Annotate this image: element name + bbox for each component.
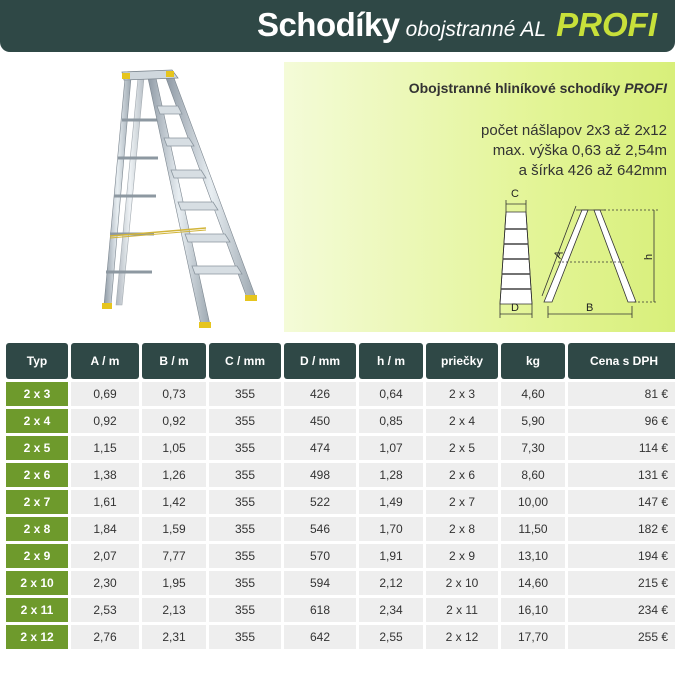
label-h: h [643, 253, 655, 260]
cell-d: 498 [284, 463, 356, 487]
cell-a: 1,15 [71, 436, 139, 460]
cell-kg: 16,10 [501, 598, 565, 622]
cell-kg: 17,70 [501, 625, 565, 649]
table-row [6, 625, 675, 649]
cell-typ: 2 x 3 [6, 382, 68, 406]
info-title-text: Obojstranné hliníkové schodíky [408, 80, 621, 96]
cell-typ: 2 x 11 [6, 598, 68, 622]
cell-b: 0,73 [142, 382, 206, 406]
cell-a: 1,61 [71, 490, 139, 514]
cell-h: 1,07 [359, 436, 423, 460]
cell-price: 182 € [568, 517, 675, 541]
col-header-typ: Typ [6, 343, 68, 379]
cell-price: 215 € [568, 571, 675, 595]
cell-d: 594 [284, 571, 356, 595]
cell-a: 2,76 [71, 625, 139, 649]
cell-rungs: 2 x 8 [426, 517, 498, 541]
cell-c: 355 [209, 409, 281, 433]
specs-table [3, 340, 675, 652]
cell-h: 1,91 [359, 544, 423, 568]
cell-a: 1,38 [71, 463, 139, 487]
cell-price: 114 € [568, 436, 675, 460]
cell-kg: 13,10 [501, 544, 565, 568]
cell-a: 1,84 [71, 517, 139, 541]
label-b: B [586, 302, 594, 314]
cell-b: 1,26 [142, 463, 206, 487]
label-d: D [511, 302, 519, 314]
cell-b: 7,77 [142, 544, 206, 568]
label-c: C [511, 188, 519, 200]
cell-a: 2,07 [71, 544, 139, 568]
table-row [6, 490, 675, 514]
cell-h: 1,70 [359, 517, 423, 541]
cell-h: 2,34 [359, 598, 423, 622]
cell-h: 0,64 [359, 382, 423, 406]
table-row [6, 436, 675, 460]
table-header-row [6, 343, 675, 379]
cell-rungs: 2 x 6 [426, 463, 498, 487]
cell-d: 522 [284, 490, 356, 514]
cell-kg: 4,60 [501, 382, 565, 406]
table-row [6, 598, 675, 622]
col-header-d: D / mm [284, 343, 356, 379]
cell-a: 2,30 [71, 571, 139, 595]
cell-b: 1,05 [142, 436, 206, 460]
cell-price: 81 € [568, 382, 675, 406]
cell-rungs: 2 x 9 [426, 544, 498, 568]
cell-kg: 5,90 [501, 409, 565, 433]
cell-c: 355 [209, 490, 281, 514]
cell-typ: 2 x 10 [6, 571, 68, 595]
cell-kg: 11,50 [501, 517, 565, 541]
cell-d: 474 [284, 436, 356, 460]
cell-price: 194 € [568, 544, 675, 568]
cell-rungs: 2 x 4 [426, 409, 498, 433]
col-header-rungs: priečky [426, 343, 498, 379]
table-row [6, 517, 675, 541]
cell-typ: 2 x 6 [6, 463, 68, 487]
cell-price: 96 € [568, 409, 675, 433]
cell-b: 2,31 [142, 625, 206, 649]
col-header-price: Cena s DPH [568, 343, 675, 379]
col-header-c: C / mm [209, 343, 281, 379]
page-title [257, 6, 657, 44]
title-sub: obojstranné AL [405, 18, 547, 41]
cell-rungs: 2 x 5 [426, 436, 498, 460]
cell-d: 426 [284, 382, 356, 406]
cell-c: 355 [209, 544, 281, 568]
cell-rungs: 2 x 3 [426, 382, 498, 406]
header-banner [0, 0, 675, 52]
cell-h: 1,49 [359, 490, 423, 514]
info-title [409, 80, 667, 96]
cell-b: 0,92 [142, 409, 206, 433]
cell-a: 0,69 [71, 382, 139, 406]
cell-typ: 2 x 12 [6, 625, 68, 649]
cell-kg: 14,60 [501, 571, 565, 595]
cell-typ: 2 x 8 [6, 517, 68, 541]
cell-c: 355 [209, 571, 281, 595]
cell-b: 1,59 [142, 517, 206, 541]
cell-kg: 10,00 [501, 490, 565, 514]
cell-price: 131 € [568, 463, 675, 487]
cell-a: 2,53 [71, 598, 139, 622]
cell-a: 0,92 [71, 409, 139, 433]
ladder-illustration [0, 60, 280, 340]
cell-b: 1,42 [142, 490, 206, 514]
cell-typ: 2 x 9 [6, 544, 68, 568]
cell-c: 355 [209, 436, 281, 460]
table-row [6, 544, 675, 568]
cell-b: 2,13 [142, 598, 206, 622]
cell-d: 642 [284, 625, 356, 649]
title-main: Schodíky [256, 6, 400, 43]
cell-rungs: 2 x 12 [426, 625, 498, 649]
table-row [6, 571, 675, 595]
info-panel [284, 62, 675, 332]
col-header-a: A / m [71, 343, 139, 379]
cell-rungs: 2 x 7 [426, 490, 498, 514]
info-steps: počet nášlapov 2x3 až 2x12 [481, 122, 667, 139]
col-header-h: h / m [359, 343, 423, 379]
table-row [6, 409, 675, 433]
cell-c: 355 [209, 463, 281, 487]
cell-c: 355 [209, 625, 281, 649]
cell-h: 2,12 [359, 571, 423, 595]
table-row [6, 382, 675, 406]
info-title-brand: PROFI [624, 80, 667, 96]
cell-d: 618 [284, 598, 356, 622]
col-header-kg: kg [501, 343, 565, 379]
cell-typ: 2 x 4 [6, 409, 68, 433]
cell-price: 147 € [568, 490, 675, 514]
cell-price: 255 € [568, 625, 675, 649]
cell-rungs: 2 x 10 [426, 571, 498, 595]
cell-typ: 2 x 7 [6, 490, 68, 514]
cell-h: 2,55 [359, 625, 423, 649]
dimension-diagram [484, 184, 666, 324]
cell-kg: 8,60 [501, 463, 565, 487]
cell-c: 355 [209, 382, 281, 406]
cell-d: 546 [284, 517, 356, 541]
cell-c: 355 [209, 517, 281, 541]
cell-h: 1,28 [359, 463, 423, 487]
cell-b: 1,95 [142, 571, 206, 595]
cell-kg: 7,30 [501, 436, 565, 460]
col-header-b: B / m [142, 343, 206, 379]
info-width: a šírka 426 až 642mm [518, 162, 667, 179]
title-brand: PROFI [556, 6, 657, 43]
cell-d: 450 [284, 409, 356, 433]
info-height: max. výška 0,63 až 2,54m [492, 142, 667, 159]
table-row [6, 463, 675, 487]
cell-typ: 2 x 5 [6, 436, 68, 460]
cell-rungs: 2 x 11 [426, 598, 498, 622]
label-a: A [551, 249, 566, 261]
cell-h: 0,85 [359, 409, 423, 433]
cell-d: 570 [284, 544, 356, 568]
cell-c: 355 [209, 598, 281, 622]
cell-price: 234 € [568, 598, 675, 622]
